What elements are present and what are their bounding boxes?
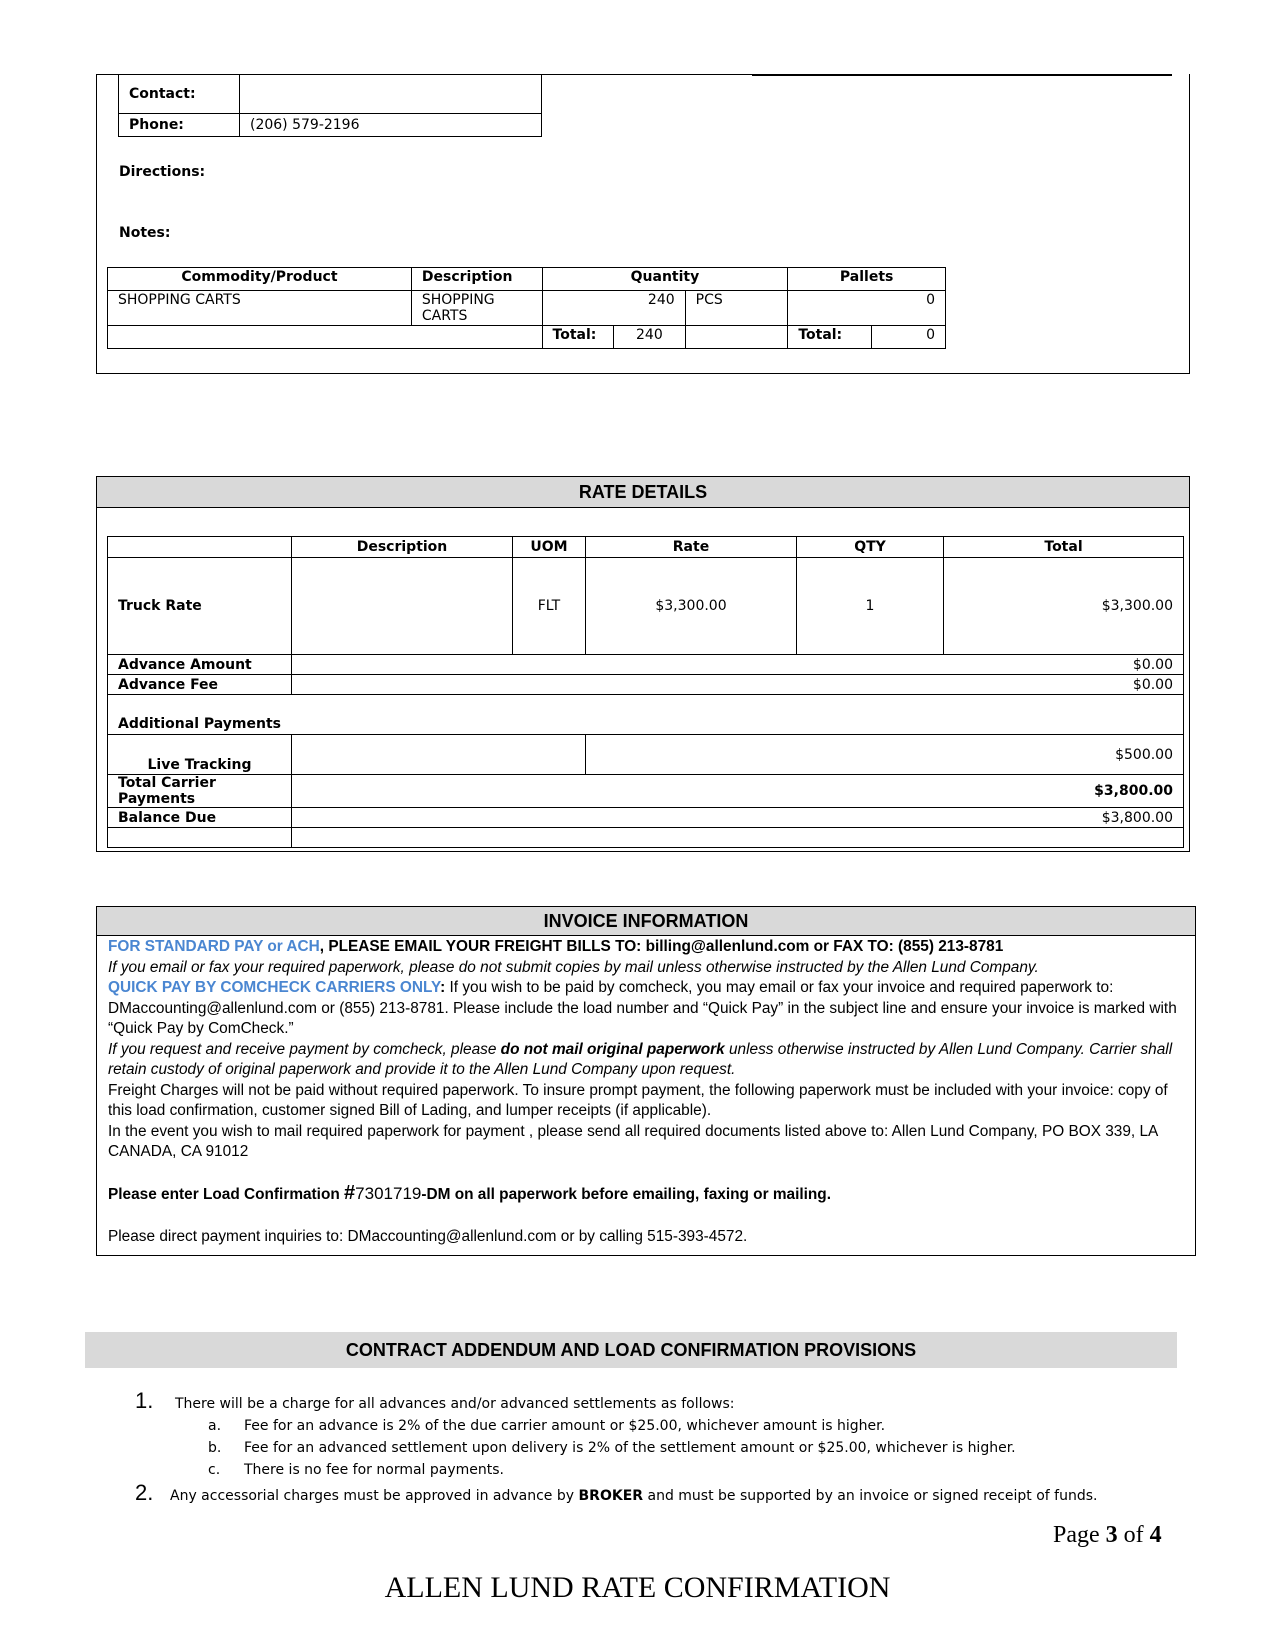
advance-fee-value: $0.00	[292, 675, 1184, 695]
truck-rate-rate: $3,300.00	[586, 558, 797, 655]
advance-fee-label: Advance Fee	[108, 675, 292, 695]
empty-cell	[292, 558, 513, 655]
col-description: Description	[292, 537, 513, 558]
phone-value: (206) 579-2196	[240, 114, 542, 137]
col-total: Total	[944, 537, 1184, 558]
provision-2-text-b: and must be supported by an invoice or signed receipt of funds.	[643, 1488, 1098, 1504]
pallets-total-label: Total:	[788, 326, 872, 349]
load-conf-text-b: -DM on all paperwork before emailing, faxing or mailing.	[421, 1185, 831, 1203]
load-confirmation-number: 7301719	[355, 1183, 422, 1203]
col-description: Description	[411, 268, 542, 291]
page-of: of	[1117, 1522, 1150, 1548]
notes-label: Notes:	[119, 225, 171, 241]
document-footer-title: ALLEN LUND RATE CONFIRMATION	[384, 1571, 891, 1604]
col-uom: UOM	[513, 537, 586, 558]
quantity-total: 240	[614, 326, 686, 349]
standard-pay-heading: FOR STANDARD PAY or ACH	[108, 938, 320, 955]
contact-table	[118, 74, 542, 137]
provision-2-text-a: Any accessorial charges must be approved in advance by	[170, 1488, 579, 1504]
top-divider-right	[752, 74, 1172, 76]
rate-table	[107, 536, 1184, 848]
truck-rate-label: Truck Rate	[108, 558, 292, 655]
comcheck-text-bold: do not mail original paperwork	[500, 1040, 725, 1058]
page-number	[1053, 1522, 1162, 1549]
col-quantity: Quantity	[542, 268, 788, 291]
provision-item-2	[170, 1488, 1097, 1504]
contact-value	[240, 75, 542, 114]
item-number: 1.	[135, 1388, 154, 1413]
table-row	[108, 291, 946, 326]
sub-item-a: Fee for an advance is 2% of the due carrier amount or $25.00, whichever amount is higher.	[244, 1418, 886, 1434]
provision-item-1: There will be a charge for all advances and/or advanced settlements as follows:	[175, 1396, 735, 1412]
comcheck-paragraph	[108, 1040, 1188, 1081]
empty-cell	[108, 828, 292, 848]
empty-cell	[108, 326, 543, 349]
item-number: 2.	[135, 1480, 154, 1505]
col-commodity: Commodity/Product	[108, 268, 412, 291]
freight-charges-paragraph: Freight Charges will not be paid without required paperwork. To insure prompt payment, the following paperwork must be included with your invoice: copy of this load confirmation, customer signed Bill of Lading, and lumper receipts (if applicable).	[108, 1081, 1168, 1119]
empty-cell	[108, 537, 292, 558]
empty-cell	[292, 735, 586, 775]
payment-inquiries-line: Please direct payment inquiries to: DMaccounting@allenlund.com or by calling 515-393-4572.	[108, 1228, 748, 1245]
invoice-information-body	[108, 937, 1188, 1248]
pallets-cell: 0	[788, 291, 946, 326]
truck-rate-total: $3,300.00	[944, 558, 1184, 655]
invoice-information-title: INVOICE INFORMATION	[97, 907, 1195, 936]
rate-details-title: RATE DETAILS	[97, 477, 1189, 508]
load-confirmation-line	[108, 1183, 1188, 1206]
col-qty: QTY	[797, 537, 944, 558]
quantity-cell: 240	[542, 291, 685, 326]
description-cell	[411, 291, 542, 326]
truck-rate-qty: 1	[797, 558, 944, 655]
live-tracking-label: Live Tracking	[108, 735, 292, 775]
total-carrier-payments-label: Total Carrier Payments	[108, 775, 292, 808]
sub-item-letter: a.	[208, 1418, 222, 1434]
pallets-total: 0	[872, 326, 946, 349]
page-word: Page	[1053, 1522, 1106, 1548]
truck-rate-uom: FLT	[513, 558, 586, 655]
mail-address-paragraph: In the event you wish to mail required paperwork for payment , please send all required documents listed above to: Allen Lund Company, PO BOX 339, LA CANADA, CA 91012	[108, 1122, 1158, 1160]
provisions-title: CONTRACT ADDENDUM AND LOAD CONFIRMATION PROVISIONS	[85, 1332, 1177, 1368]
description-line2: CARTS	[421, 308, 468, 324]
unit-cell: PCS	[685, 291, 788, 326]
sub-item-b: Fee for an advanced settlement upon delivery is 2% of the settlement amount or $25.00, whichever is higher.	[244, 1440, 1016, 1456]
phone-label: Phone:	[119, 114, 240, 137]
quantity-total-label: Total:	[542, 326, 614, 349]
comcheck-text-b: unless otherwise instructed by Allen Lund Company. Carrier shall retain custody of original paperwork and provide it to the Allen Lund Company upon request.	[108, 1040, 1173, 1078]
page-current: 3	[1105, 1522, 1118, 1548]
standard-pay-instructions: , PLEASE EMAIL YOUR FREIGHT BILLS TO: billing@allenlund.com or FAX TO: (855) 213-8781	[319, 938, 1004, 955]
quick-pay-heading: QUICK PAY BY COMCHECK CARRIERS ONLY	[108, 979, 441, 996]
broker-term: BROKER	[578, 1488, 644, 1504]
mail-copies-notice: If you email or fax your required paperwork, please do not submit copies by mail unless otherwise instructed by the Allen Lund Company.	[108, 958, 1039, 976]
commodity-table	[107, 267, 946, 349]
advance-amount-label: Advance Amount	[108, 655, 292, 675]
page-total: 4	[1149, 1522, 1162, 1548]
quick-pay-paragraph	[108, 978, 1188, 1040]
live-tracking-value: $500.00	[586, 735, 1184, 775]
empty-cell	[292, 828, 1184, 848]
balance-due-label: Balance Due	[108, 808, 292, 828]
balance-due-value: $3,800.00	[292, 808, 1184, 828]
quick-pay-text: If you wish to be paid by comcheck, you may email or fax your invoice and required paperwork to: DMaccounting@allenlund.com or (855) 213-8781. Please include the load number and “Quick Pay” in the subject line and ensure your invoice is marked with “Quick Pay by ComCheck.”	[108, 979, 1177, 1037]
sub-item-letter: c.	[208, 1462, 221, 1478]
empty-cell	[685, 326, 788, 349]
load-conf-text-a: Please enter Load Confirmation	[108, 1185, 345, 1203]
standard-pay-line	[108, 937, 1188, 958]
col-pallets: Pallets	[788, 268, 946, 291]
comcheck-text-a: If you request and receive payment by comcheck, please	[108, 1040, 501, 1058]
total-carrier-payments-value: $3,800.00	[292, 775, 1184, 808]
col-rate: Rate	[586, 537, 797, 558]
quick-pay-colon: :	[440, 979, 446, 996]
sub-item-letter: b.	[208, 1440, 222, 1456]
directions-label: Directions:	[119, 164, 206, 180]
contact-label: Contact:	[119, 75, 240, 114]
sub-item-c: There is no fee for normal payments.	[244, 1462, 504, 1478]
product-cell: SHOPPING CARTS	[108, 291, 412, 326]
additional-payments-label: Additional Payments	[108, 695, 1184, 735]
table-row	[108, 558, 1184, 655]
load-conf-hash: #	[344, 1181, 356, 1204]
description-line1: SHOPPING	[421, 292, 495, 308]
advance-amount-value: $0.00	[292, 655, 1184, 675]
